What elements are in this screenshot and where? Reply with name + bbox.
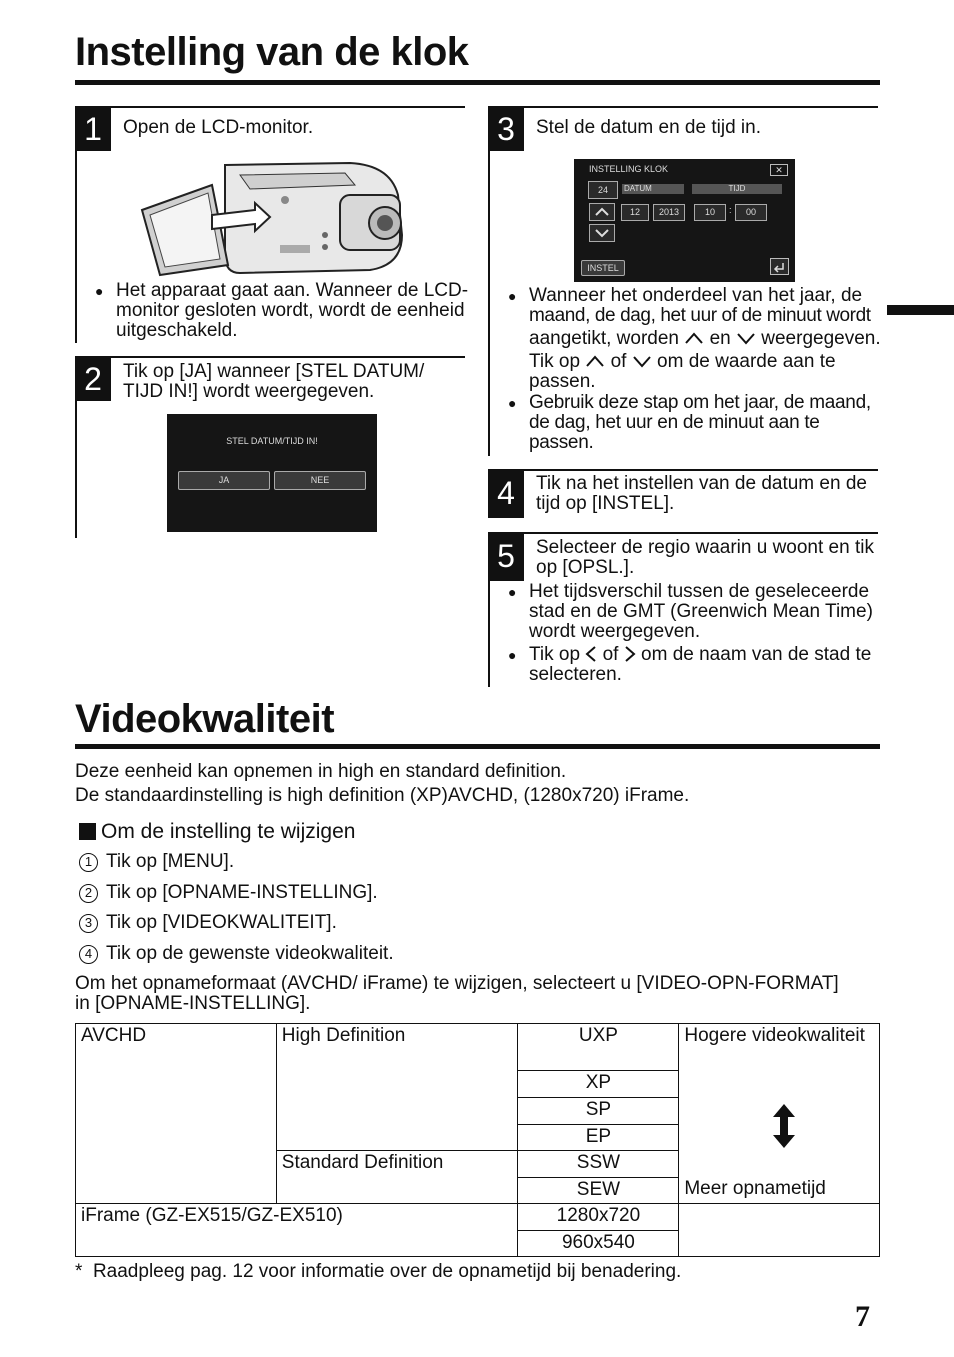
cell-avchd: AVCHD (76, 1024, 277, 1204)
close-icon[interactable]: ✕ (770, 164, 788, 176)
step2-text: Tik op [JA] wanneer [STEL DATUM/ TIJD IN!] wordt weergegeven. (123, 361, 425, 402)
cell-standard-definition: Standard Definition (276, 1151, 518, 1204)
bullet-dot: ● (508, 395, 517, 411)
step5-number: 5 (488, 533, 524, 581)
video-step-1 (79, 850, 234, 874)
cell-high-definition: High Definition (276, 1024, 518, 1151)
cell-ssw: SSW (518, 1151, 679, 1178)
step3-b1-line4c: om de waarde aan te (657, 351, 836, 372)
step1-rule (75, 106, 465, 108)
camcorder-illustration (140, 155, 405, 280)
square-bullet-icon (79, 823, 96, 840)
step5-b2c: om de naam van de stad te (641, 644, 872, 665)
confirm-lcd-screen (167, 414, 377, 532)
cell-empty (679, 1204, 880, 1257)
step5-b2d: selecteren. (529, 664, 622, 685)
footnote: * Raadpleeg pag. 12 voor informatie over de opnametijd bij benadering. (75, 1261, 682, 1282)
step3-b1-line3a: aangetikt, worden (529, 328, 679, 349)
video-subhead-text: Om de instelling te wijzigen (101, 820, 356, 843)
day-field[interactable]: 24 (588, 181, 618, 199)
circled-number-icon: 3 (79, 914, 98, 933)
step2-rule (75, 356, 465, 358)
cell-ep: EP (518, 1125, 679, 1151)
step3-b1-line1: Wanneer het onderdeel van het jaar, de (529, 285, 863, 306)
video-section-title: Videokwaliteit (75, 697, 335, 741)
clock-section-title: Instelling van de klok (75, 30, 469, 74)
cell-sp: SP (518, 1098, 679, 1125)
step5-bullet2 (529, 645, 889, 685)
step5-b2a: Tik op (529, 644, 581, 665)
video-title-rule (75, 744, 880, 749)
video-step-3-text: Tik op [VIDEOKWALITEIT]. (106, 912, 337, 933)
set-button[interactable]: INSTEL (581, 260, 625, 276)
no-button[interactable]: NEE (274, 471, 366, 490)
step3-text: Stel de datum en de tijd in. (536, 117, 761, 138)
circled-number-icon: 4 (79, 945, 98, 964)
step2-number: 2 (75, 357, 111, 401)
cell-960x540: 960x540 (518, 1231, 679, 1257)
step3-b1-line3c: weergegeven. (761, 328, 881, 349)
cell-quality-scale (679, 1024, 880, 1204)
month-field[interactable]: 12 (621, 204, 649, 221)
chevron-up-icon (585, 354, 605, 368)
chevron-right-icon (624, 645, 636, 663)
step3-left-line (488, 106, 490, 456)
bullet-dot: ● (95, 283, 104, 299)
video-intro1: Deze eenheid kan opnemen in high en standard definition. (75, 761, 567, 782)
side-tab-marker (887, 305, 954, 315)
cell-sew: SEW (518, 1178, 679, 1204)
double-arrow-icon (772, 1104, 796, 1148)
step3-b1-line4a: Tik op (529, 351, 581, 372)
minute-field[interactable]: 00 (735, 204, 767, 221)
video-intro2: De standaardinstelling is high definition (XP)AVCHD, (1280x720) iFrame. (75, 785, 690, 806)
back-button[interactable] (770, 258, 789, 275)
step3-bullet1-dot: ● (508, 288, 517, 304)
video-step-2 (79, 881, 378, 905)
video-step-4-text: Tik op de gewenste videokwaliteit. (106, 943, 394, 964)
video-step-3 (79, 911, 337, 935)
cell-xp: XP (518, 1071, 679, 1098)
step3-bullet2-text: Gebruik deze stap om het jaar, de maand, de dag, het uur en de minuut aan te passen. (529, 392, 871, 453)
chevron-up-icon (590, 204, 614, 220)
step4-text: Tik na het instellen van de datum en de tijd op [INSTEL]. (536, 473, 867, 514)
page-number: 7 (855, 1300, 870, 1333)
up-arrow-button[interactable] (589, 203, 615, 221)
video-subhead (79, 820, 355, 844)
step5-b2b: of (602, 644, 619, 665)
lcd-prompt-title: STEL DATUM/TIJD IN! (226, 436, 318, 446)
down-arrow-button[interactable] (589, 224, 615, 242)
chevron-down-icon (736, 331, 756, 345)
cell-uxp: UXP (518, 1024, 679, 1071)
step3-b1-line4b: of (610, 351, 627, 372)
step3-bullet1 (529, 286, 889, 392)
circled-number-icon: 2 (79, 884, 98, 903)
chevron-down-icon (590, 225, 614, 241)
time-separator: : (729, 205, 732, 215)
step4-number: 4 (488, 470, 524, 518)
step3-rule (488, 106, 878, 108)
title-rule (75, 80, 880, 85)
cell-1280x720: 1280x720 (518, 1204, 679, 1231)
hour-field[interactable]: 10 (694, 204, 726, 221)
video-step-1-text: Tik op [MENU]. (106, 851, 235, 872)
step3-number: 3 (488, 107, 524, 151)
step3-b1-line3b: en (709, 328, 731, 349)
video-quality-table (75, 1023, 880, 1257)
chevron-down-icon (632, 354, 652, 368)
lcd-clock-title: INSTELLING KLOK (589, 164, 669, 174)
step5-text: Selecteer de regio waarin u woont en tik op [OPSL.]. (536, 537, 874, 578)
step1-number: 1 (75, 107, 111, 151)
circled-number-icon: 1 (79, 853, 98, 872)
step1-text: Open de LCD-monitor. (123, 117, 314, 138)
video-step-4 (79, 942, 394, 966)
longer-recording-label: Meer opnametijd (684, 1178, 826, 1199)
step3-b1-line5: passen. (529, 371, 596, 392)
video-step-2-text: Tik op [OPNAME-INSTELLING]. (106, 882, 378, 903)
time-label: TIJD (692, 184, 782, 194)
format-note: Om het opnameformaat (AVCHD/ iFrame) te wijzigen, selecteert u [VIDEO-OPN-FORMAT] in [OPNAME-INSTELLING]. (75, 973, 839, 1014)
date-label: DATUM (622, 184, 684, 194)
year-field[interactable]: 2013 (653, 204, 685, 221)
cell-iframe: iFrame (GZ-EX515/GZ-EX510) (76, 1204, 518, 1257)
yes-button[interactable]: JA (178, 471, 270, 490)
return-arrow-icon (771, 259, 788, 274)
clock-lcd-screen (574, 159, 795, 282)
step5-bullet1-text: Het tijdsverschil tussen de geseleceerde stad en de GMT (Greenwich Mean Time) wordt weergegeven. (529, 581, 873, 642)
bullet-dot: ● (508, 584, 517, 600)
step5-rule (488, 532, 878, 534)
step3-b1-line2: maand, de dag, het uur of de minuut wordt (529, 305, 871, 326)
step4-rule (488, 469, 878, 471)
higher-quality-label: Hogere videokwaliteit (684, 1025, 865, 1046)
step5-bullet2-dot: ● (508, 647, 517, 663)
chevron-left-icon (585, 645, 597, 663)
chevron-up-icon (684, 331, 704, 345)
step1-bullet-text: Het apparaat gaat aan. Wanneer de LCD-monitor gesloten wordt, wordt de eenheid uitgeschakeld. (116, 280, 469, 341)
